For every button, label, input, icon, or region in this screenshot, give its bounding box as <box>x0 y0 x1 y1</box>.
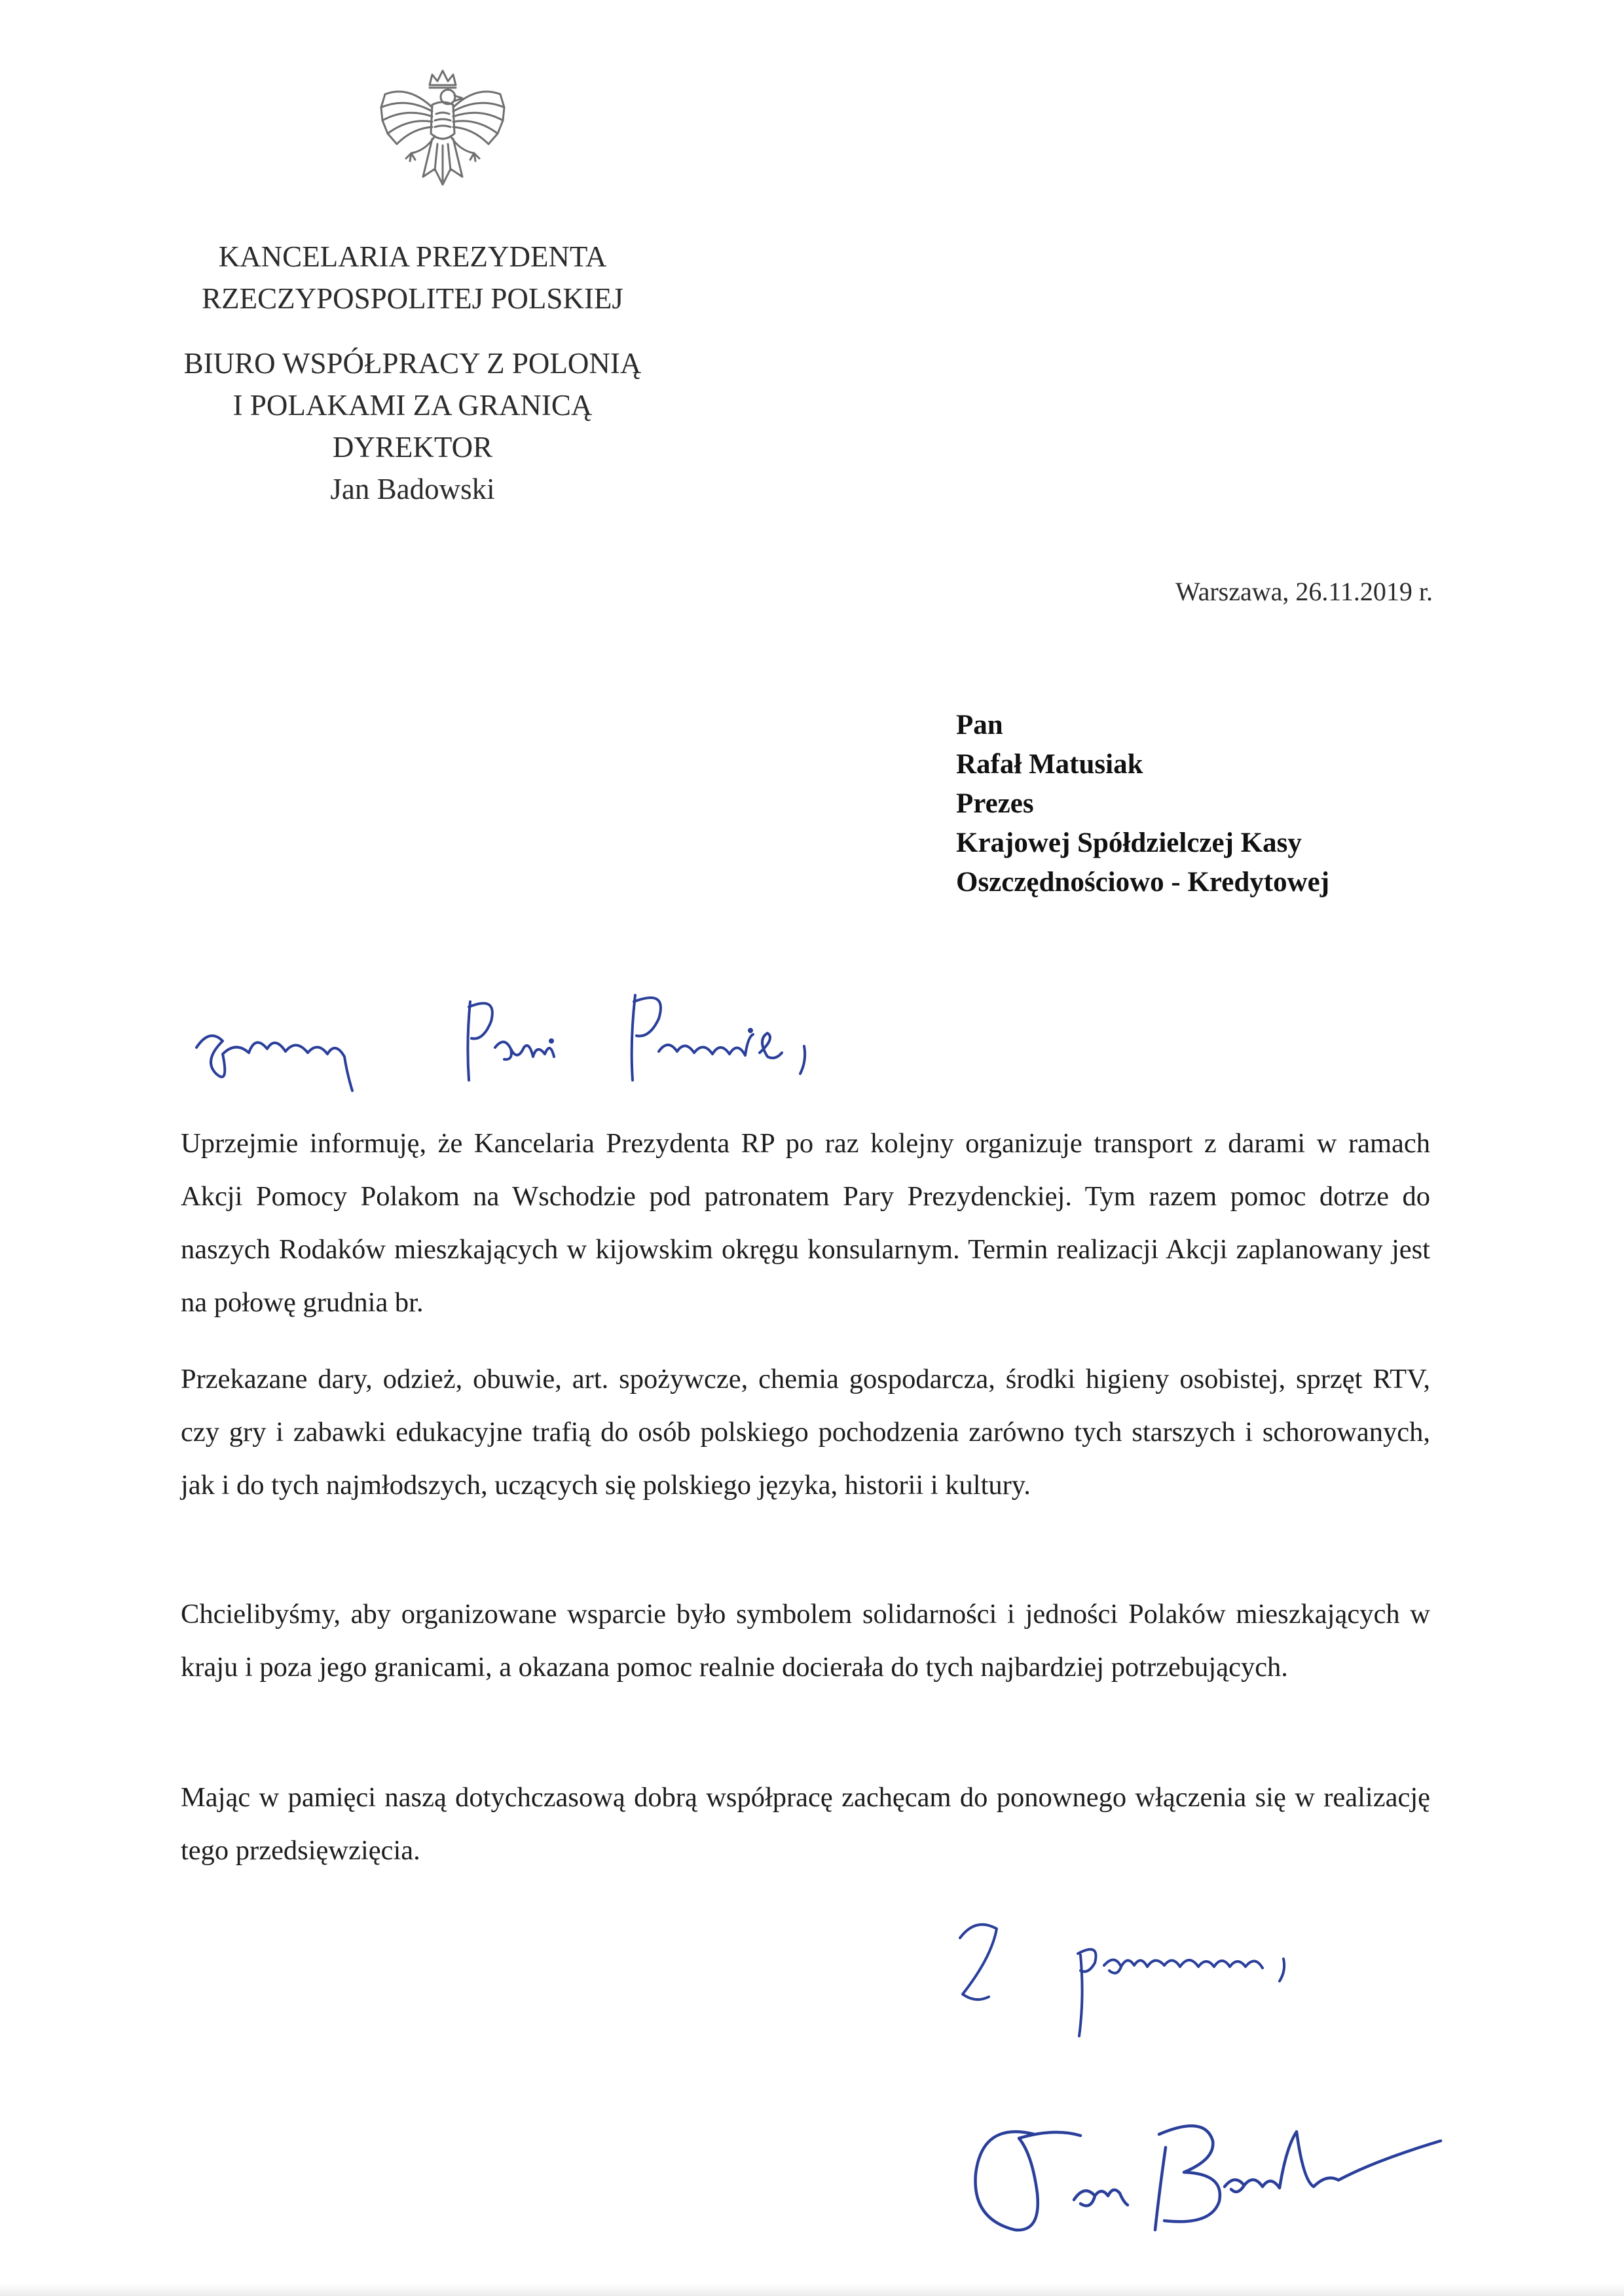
bureau-block <box>131 342 694 510</box>
addressee-line: Oszczędnościowo - Kredytowej <box>956 867 1330 898</box>
addressee-line: Pan <box>956 710 1003 740</box>
addressee-line: Rafał Matusiak <box>956 749 1143 780</box>
bureau-name-line1: BIURO WSPÓŁPRACY Z POLONIĄ <box>183 347 642 380</box>
body-paragraph: Przekazane dary, odzież, obuwie, art. spożywcze, chemia gospodarcza, środki higieny osobistej, sprzęt RTV, czy gry i zabawki edukacyjne trafią do osób polskiego pochodzenia zarówno tych starszych i schorowanych, jak i do tych najmłodszych, uczących się polskiego języka, historii i kultury. <box>181 1364 1430 1501</box>
addressee-line: Prezes <box>956 788 1034 819</box>
eagle-emblem-icon <box>369 65 516 203</box>
office-name-line2: RZECZYPOSPOLITEJ POLSKIEJ <box>202 282 623 315</box>
handwritten-signature <box>956 2075 1454 2272</box>
position-title: DYREKTOR <box>332 431 493 464</box>
handwritten-salutation <box>183 975 904 1106</box>
director-name: Jan Badowski <box>330 473 495 505</box>
body-paragraph: Chcielibyśmy, aby organizowane wsparcie było symbolem solidarności i jedności Polaków mieszkających w kraju i poza jego granicami, a okazana pomoc realnie docierała do tych najbardziej potrzebujących. <box>181 1599 1430 1683</box>
bureau-name-line2: I POLAKAMI ZA GRANICĄ <box>232 389 593 422</box>
body-paragraph: Uprzejmie informuję, że Kancelaria Prezydenta RP po raz kolejny organizuje transport z darami w ramach Akcji Pomocy Polakom na Wschodzie pod patronatem Pary Prezydenckiej. Tym razem pomoc dotrze do naszych Rodaków mieszkających w kijowskim okręgu konsularnym. Termin realizacji Akcji zaplanowany jest na połowę grudnia br. <box>181 1128 1430 1318</box>
handwritten-closing <box>950 1899 1395 2043</box>
addressee-line: Krajowej Spółdzielczej Kasy <box>956 828 1302 858</box>
office-name-line1: KANCELARIA PREZYDENTA <box>218 240 607 273</box>
letter-date: Warszawa, 26.11.2019 r. <box>1175 577 1433 606</box>
page-bottom-edge <box>0 2284 1624 2296</box>
office-name-block <box>131 236 694 319</box>
addressee-block <box>956 706 1329 902</box>
body-paragraph: Mając w pamięci naszą dotychczasową dobrą współpracę zachęcam do ponownego włączenia się w realizację tego przedsięwzięcia. <box>181 1782 1430 1866</box>
